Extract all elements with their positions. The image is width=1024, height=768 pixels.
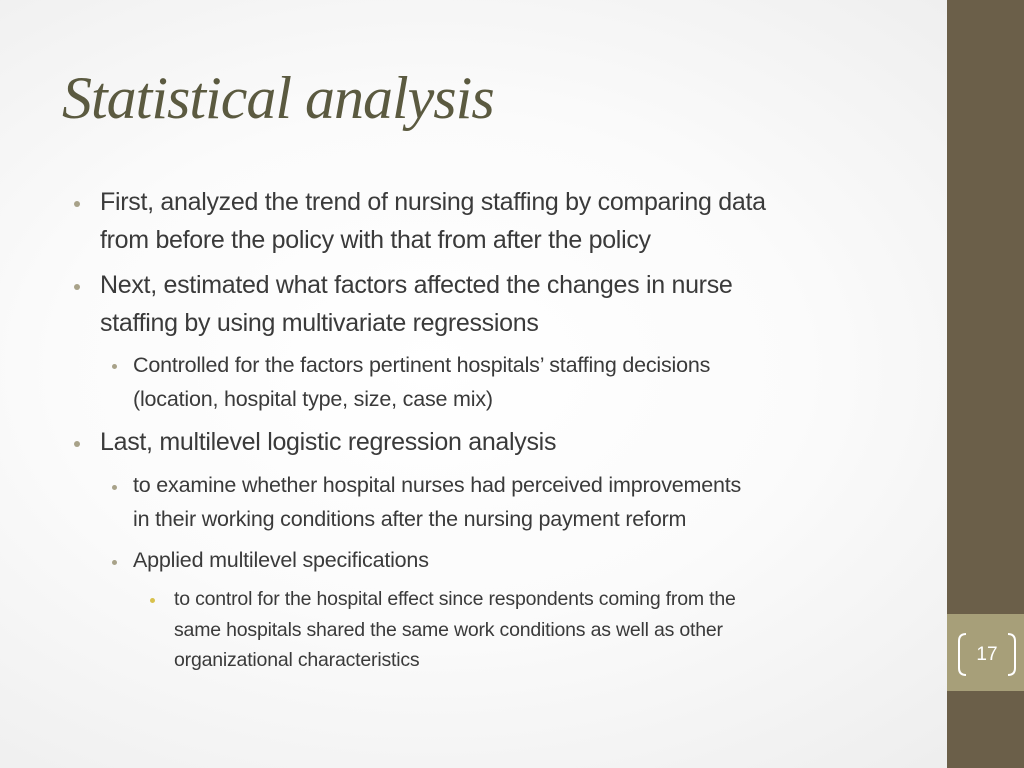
bullet-text: in their working conditions after the nursing payment reform (133, 507, 687, 531)
bullet-marker (150, 598, 155, 603)
page-number: 17 (976, 644, 998, 665)
bullet-marker (112, 364, 117, 369)
bullet-text: organizational characteristics (174, 649, 420, 671)
bullet-text: Last, multilevel logistic regression analysis (100, 428, 557, 456)
bullet-marker (74, 201, 80, 207)
bullet-text: same hospitals shared the same work conditions as well as other (174, 619, 723, 641)
bullet-marker (74, 284, 80, 290)
bullet-marker (112, 560, 117, 565)
slide-title: Statistical analysis (62, 65, 494, 131)
bullet-text: Next, estimated what factors affected the changes in nurse (100, 271, 733, 299)
bullet-text: (location, hospital type, size, case mix) (133, 387, 493, 411)
page-number-frame (958, 633, 1016, 676)
bullet-text: Controlled for the factors pertinent hospitals’ staffing decisions (133, 353, 711, 377)
bullet-text: from before the policy with that from after the policy (100, 226, 651, 254)
bullet-text: Applied multilevel specifications (133, 548, 429, 572)
bullet-marker (112, 485, 117, 490)
bullet-text: staffing by using multivariate regressions (100, 309, 539, 337)
bullet-marker (74, 441, 80, 447)
bullet-text: First, analyzed the trend of nursing staffing by comparing data (100, 188, 766, 216)
bullet-text: to examine whether hospital nurses had perceived improvements (133, 473, 742, 497)
bullet-text: to control for the hospital effect since respondents coming from the (174, 588, 736, 610)
